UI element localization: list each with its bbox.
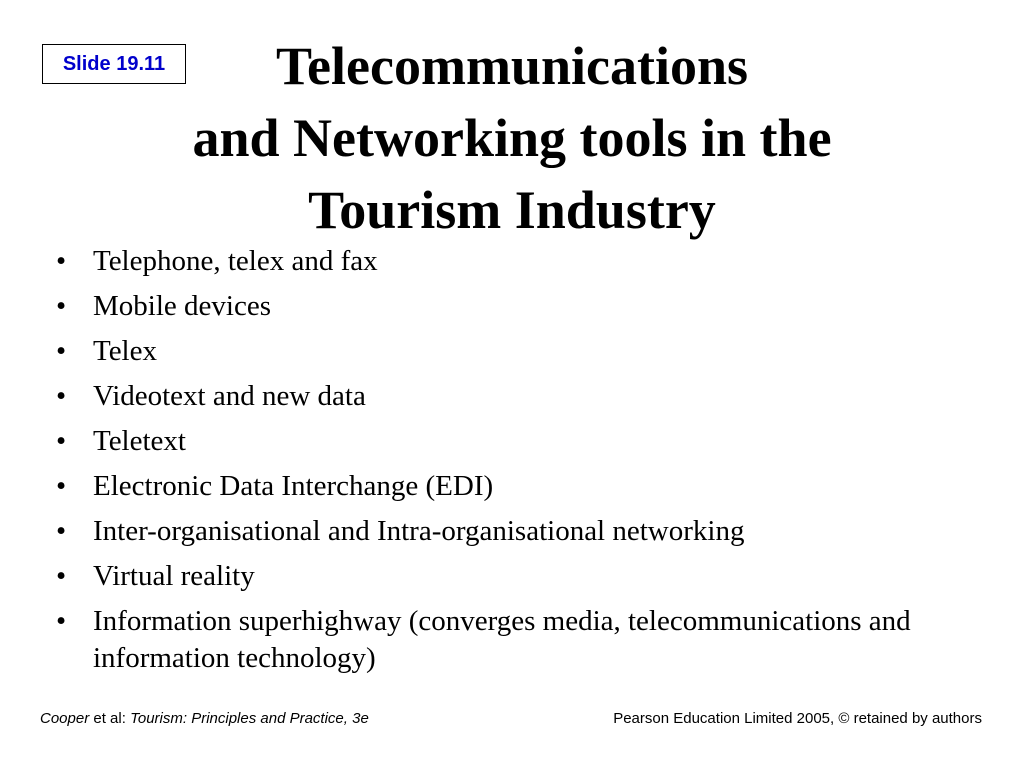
slide-title — [0, 30, 1024, 246]
title-line-2: and Networking tools in the — [192, 108, 832, 168]
list-item-text: Telex — [93, 335, 157, 367]
title-line-1: Telecommunications — [276, 36, 748, 96]
footer-author: Cooper — [40, 710, 90, 727]
list-item — [56, 423, 976, 460]
list-item-text: Information superhighway (converges media, telecommunications and information technology) — [93, 605, 911, 674]
list-item — [56, 378, 976, 415]
footer-etal: et al: — [89, 710, 131, 727]
bullet-marker: • — [56, 605, 67, 637]
list-item-text: Videotext and new data — [93, 380, 366, 412]
bullet-marker: • — [56, 245, 67, 277]
bullet-marker: • — [56, 470, 67, 502]
list-item — [56, 558, 976, 595]
bullet-marker: • — [56, 380, 67, 412]
list-item-text: Inter-organisational and Intra-organisational networking — [93, 515, 745, 547]
list-item — [56, 603, 976, 677]
footer-citation — [40, 710, 369, 727]
list-item-text: Virtual reality — [93, 560, 255, 592]
list-item-text: Telephone, telex and fax — [93, 245, 378, 277]
list-item-text: Teletext — [93, 425, 186, 457]
bullet-marker: • — [56, 335, 67, 367]
list-item — [56, 333, 976, 370]
slide-number-badge: Slide 19.11 — [42, 44, 186, 84]
list-item — [56, 243, 976, 280]
footer-copyright: Pearson Education Limited 2005, © retained by authors — [613, 710, 982, 727]
list-item-text: Mobile devices — [93, 290, 271, 322]
list-item — [56, 288, 976, 325]
bullet-marker: • — [56, 425, 67, 457]
title-line-3: Tourism Industry — [308, 180, 716, 240]
bullet-marker: • — [56, 290, 67, 322]
bullet-list — [56, 243, 976, 685]
footer-book-title: Tourism: Principles and Practice, 3e — [130, 710, 369, 727]
bullet-marker: • — [56, 560, 67, 592]
list-item — [56, 468, 976, 505]
list-item-text: Electronic Data Interchange (EDI) — [93, 470, 494, 502]
bullet-marker: • — [56, 515, 67, 547]
list-item — [56, 513, 976, 550]
